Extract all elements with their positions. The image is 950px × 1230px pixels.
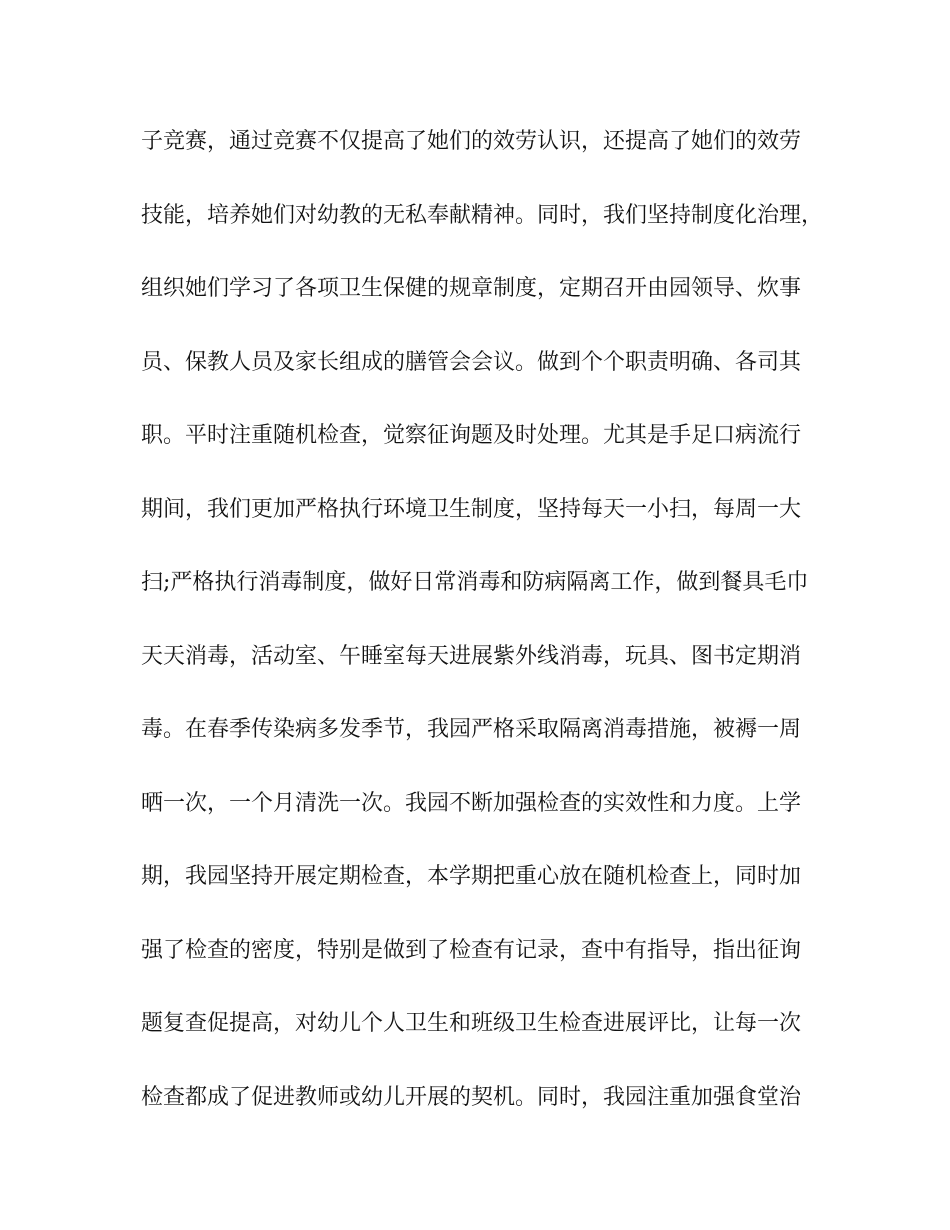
text-line: 期间，我们更加严格执行环境卫生制度，坚持每天一小扫，每周一大 xyxy=(141,496,802,522)
text-line: 题复查促提高，对幼儿个人卫生和班级卫生检查进展评比，让每一次 xyxy=(141,1011,802,1036)
text-line: 子竞赛，通过竞赛不仅提高了她们的效劳认识，还提高了她们的效劳 xyxy=(141,129,802,154)
body-text xyxy=(141,122,824,1151)
text-line: 组织她们学习了各项卫生保健的规章制度，定期召开由园领导、炊事 xyxy=(141,276,802,301)
text-line: 检查都成了促进教师或幼儿开展的契机。同时，我园注重加强食堂治 xyxy=(141,1084,802,1110)
text-line: 技能，培养她们对幼教的无私奉献精神。同时，我们坚持制度化治理， xyxy=(141,202,824,228)
text-line: 职。平时注重随机检查，觉察征询题及时处理。尤其是手足口病流行 xyxy=(141,423,802,448)
text-line: 天天消毒，活动室、午睡室每天进展紫外线消毒，玩具、图书定期消 xyxy=(141,643,802,669)
text-line: 毒。在春季传染病多发季节，我园严格采取隔离消毒措施，被褥一周 xyxy=(141,717,802,742)
text-line: 期，我园坚持开展定期检查，本学期把重心放在随机检查上，同时加 xyxy=(141,864,802,889)
text-line: 晒一次，一个月清洗一次。我园不断加强检查的实效性和力度。上学 xyxy=(141,790,802,816)
text-line: 强了检查的密度，特别是做到了检查有记录，查中有指导，指出征询 xyxy=(141,937,802,963)
text-line: 扫;严格执行消毒制度，做好日常消毒和防病隔离工作，做到餐具毛巾 xyxy=(141,570,809,595)
text-line: 员、保教人员及家长组成的膳管会会议。做到个个职责明确、各司其 xyxy=(141,349,802,375)
